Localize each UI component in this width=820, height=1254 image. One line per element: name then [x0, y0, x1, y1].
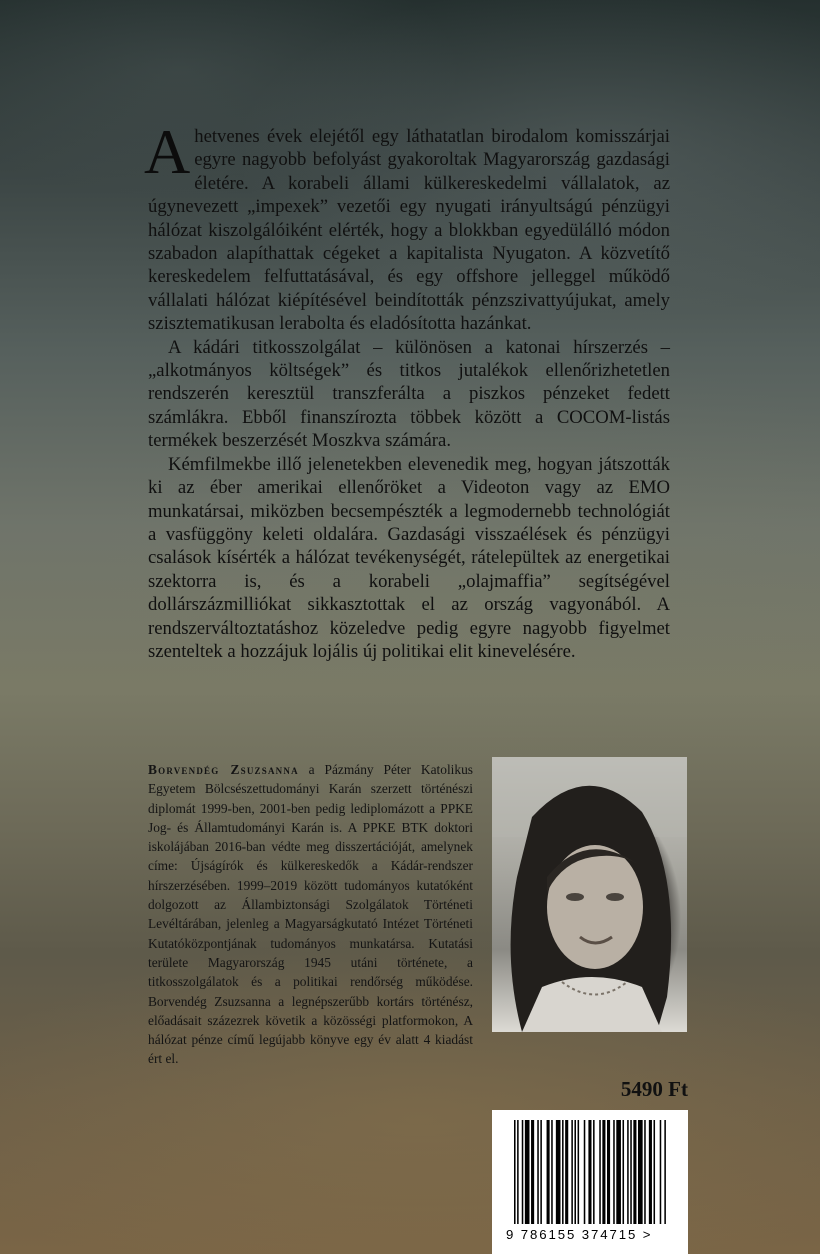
- isbn-number: 9 786155 374715 >: [506, 1227, 653, 1242]
- blurb-paragraph-1-text: hetvenes évek elejétől egy láthatatlan birodalom komisszárjai egyre nagyobb befolyást gyakoroltak Magyarország gazdasági életére. A korabeli állami külkereskedelmi vállalatok, az úgynevezett „impexek” vezetői egy nyugati irányultságú pénzügyi hálózat kiszolgálóiként elérték, hogy a blokkban egyedülálló módon szabadon alapíthattak cégeket a kapitalista Nyugaton. A közvetítő kereskedelem felfuttatásával, és egy offshore jelleggel működő vállalati hálózat kiépítésével beindították pénzszivattyújukat, amely szisztematikusan lerabolta és eladósította hazánkat.: [148, 126, 670, 335]
- author-photo: [492, 757, 687, 1032]
- barcode-bars: [492, 1110, 688, 1226]
- blurb-paragraph-3: Kémfilmekbe illő jelenetekben elevenedik meg, hogyan játszották ki az éber amerikai ellenőröket a Videoton vagy az EMO munkatársai, miközben becsempészték a legmodernebb technológiát a vasfüggöny keleti oldalára. Gazdasági visszaélések és pénzügyi csalások kísérték a hálózat tevékenységét, rátelepültek az energetikai szektorra is, és a korabeli „olajmaffia” segítségével dollárszázmilliókat sikkasztottak el az ország vagyonából. A rendszerváltoztatáshoz közeledve pedig egyre nagyobb figyelmet szenteltek a hozzájuk lojális új politikai elit kinevelésére.: [148, 453, 670, 662]
- author-portrait-image: [492, 757, 687, 1032]
- author-bio: [148, 760, 473, 1069]
- drop-cap: A: [144, 116, 191, 187]
- author-name: Borvendég Zsuzsanna: [148, 762, 299, 777]
- author-bio-text: a Pázmány Péter Katolikus Egyetem Bölcsészettudományi Karán szerzett történészi diplomát 1999-ben, 2001-ben pedig lediplomázott a PPKE Jog- és Államtudományi Karán is. A PPKE BTK doktori iskolájában 2016-ban védte meg disszertációját, amelynek címe: Újságírók és külkereskedők a Kádár-rendszer hírszerzésében. 1999–2019 között tudományos kutatóként dolgozott az Állambiztonsági Szolgálatok Történeti Levéltárában, jelenleg a Magyarságkutató Intézet Történeti Kutatóközpontjának tudományos munkatársa. Kutatási területe Magyarország 1945 utáni története, a titkosszolgálatok és a politikai rendőrség működése. Borvendég Zsuzsanna a legnépszerűbb kortárs történész, előadásait százezrek követik a közösségi platformokon, A hálózat pénze című legújabb könyve egy év alatt 4 kiadást ért el.: [148, 762, 473, 1067]
- back-cover-blurb: [144, 116, 670, 663]
- blurb-paragraph-1: [144, 116, 670, 336]
- isbn-barcode: [492, 1110, 688, 1254]
- price-label: 5490 Ft: [620, 1077, 688, 1101]
- blurb-paragraph-2: A kádári titkosszolgálat – különösen a katonai hírszerzés – „alkotmányos költségek” és titkos jutalékok ellenőrizhetetlen rendszerén keresztül transzferálta a piszkos pénzeket fedett számlákra. Ebből finanszírozta többek között a COCOM-listás termékek beszerzését Moszkva számára.: [148, 336, 670, 452]
